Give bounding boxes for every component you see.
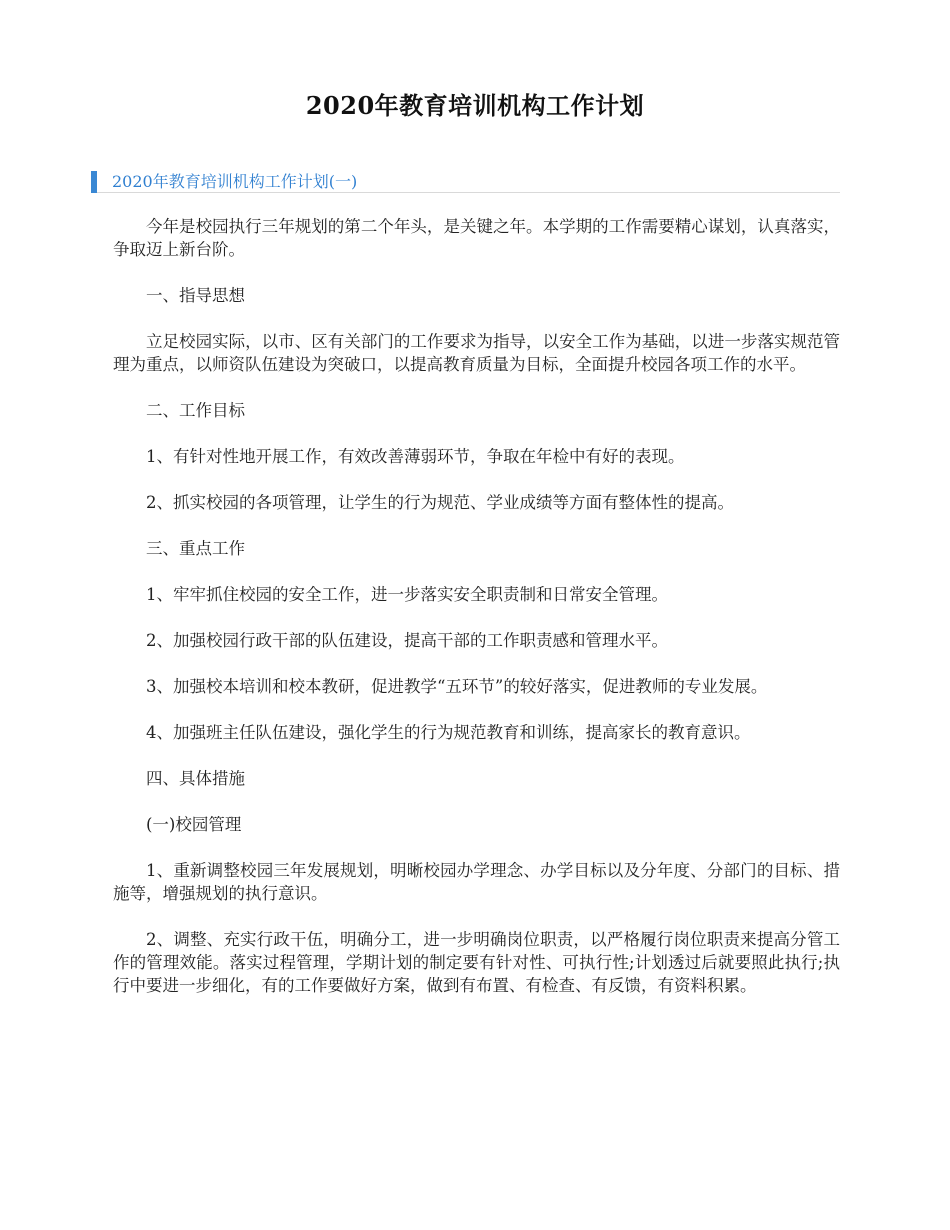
paragraph-key-work-3: 3、加强校本培训和校本教研，促进教学“五环节”的较好落实，促进教师的专业发展。 bbox=[146, 677, 768, 696]
paragraph-goal-1: 1、有针对性地开展工作，有效改善薄弱环节，争取在年检中有好的表现。 bbox=[146, 447, 685, 466]
paragraph-guiding-ideology: 立足校园实际，以市、区有关部门的工作要求为指导，以安全工作为基础，以进一步落实规范管理为重点，以师资队伍建设为突破口，以提高教育质量为目标，全面提升校园各项工作的水平。 bbox=[113, 332, 840, 374]
paragraph-measure-2: 2、调整、充实行政干伍，明确分工，进一步明确岗位职责，以严格履行岗位职责来提高分管工作的管理效能。落实过程管理，学期计划的制定要有针对性、可执行性;计划透过后就要照此执行;执行中要进一步细化，有的工作要做好方案，做到有布置、有检查、有反馈，有资料积累。 bbox=[113, 930, 840, 995]
paragraph-key-work-2: 2、加强校园行政干部的队伍建设，提高干部的工作职责感和管理水平。 bbox=[146, 631, 668, 650]
paragraph-goal-2: 2、抓实校园的各项管理，让学生的行为规范、学业成绩等方面有整体性的提高。 bbox=[146, 493, 734, 512]
paragraph-key-work-1: 1、牢牢抓住校园的安全工作，进一步落实安全职责制和日常安全管理。 bbox=[146, 585, 668, 604]
subheading-campus-management: (一)校园管理 bbox=[146, 815, 242, 834]
paragraph-measure-1: 1、重新调整校园三年发展规划，明晰校园办学理念、办学目标以及分年度、分部门的目标、措施等，增强规划的执行意识。 bbox=[113, 861, 840, 903]
paragraph-key-work-4: 4、加强班主任队伍建设，强化学生的行为规范教育和训练，提高家长的教育意识。 bbox=[146, 723, 751, 742]
document-title: 2020年教育培训机构工作计划 bbox=[305, 91, 645, 120]
document-body bbox=[113, 215, 840, 1020]
section-heading-text: 2020年教育培训机构工作计划(一) bbox=[112, 172, 358, 191]
heading-guiding-ideology: 一、指导思想 bbox=[146, 286, 245, 305]
section-accent-bar bbox=[91, 171, 97, 193]
heading-key-work: 三、重点工作 bbox=[146, 539, 245, 558]
heading-work-goals: 二、工作目标 bbox=[146, 401, 245, 420]
heading-specific-measures: 四、具体措施 bbox=[146, 769, 245, 788]
section-heading bbox=[91, 171, 840, 193]
paragraph-intro: 今年是校园执行三年规划的第二个年头，是关键之年。本学期的工作需要精心谋划，认真落实，争取迈上新台阶。 bbox=[113, 217, 840, 259]
